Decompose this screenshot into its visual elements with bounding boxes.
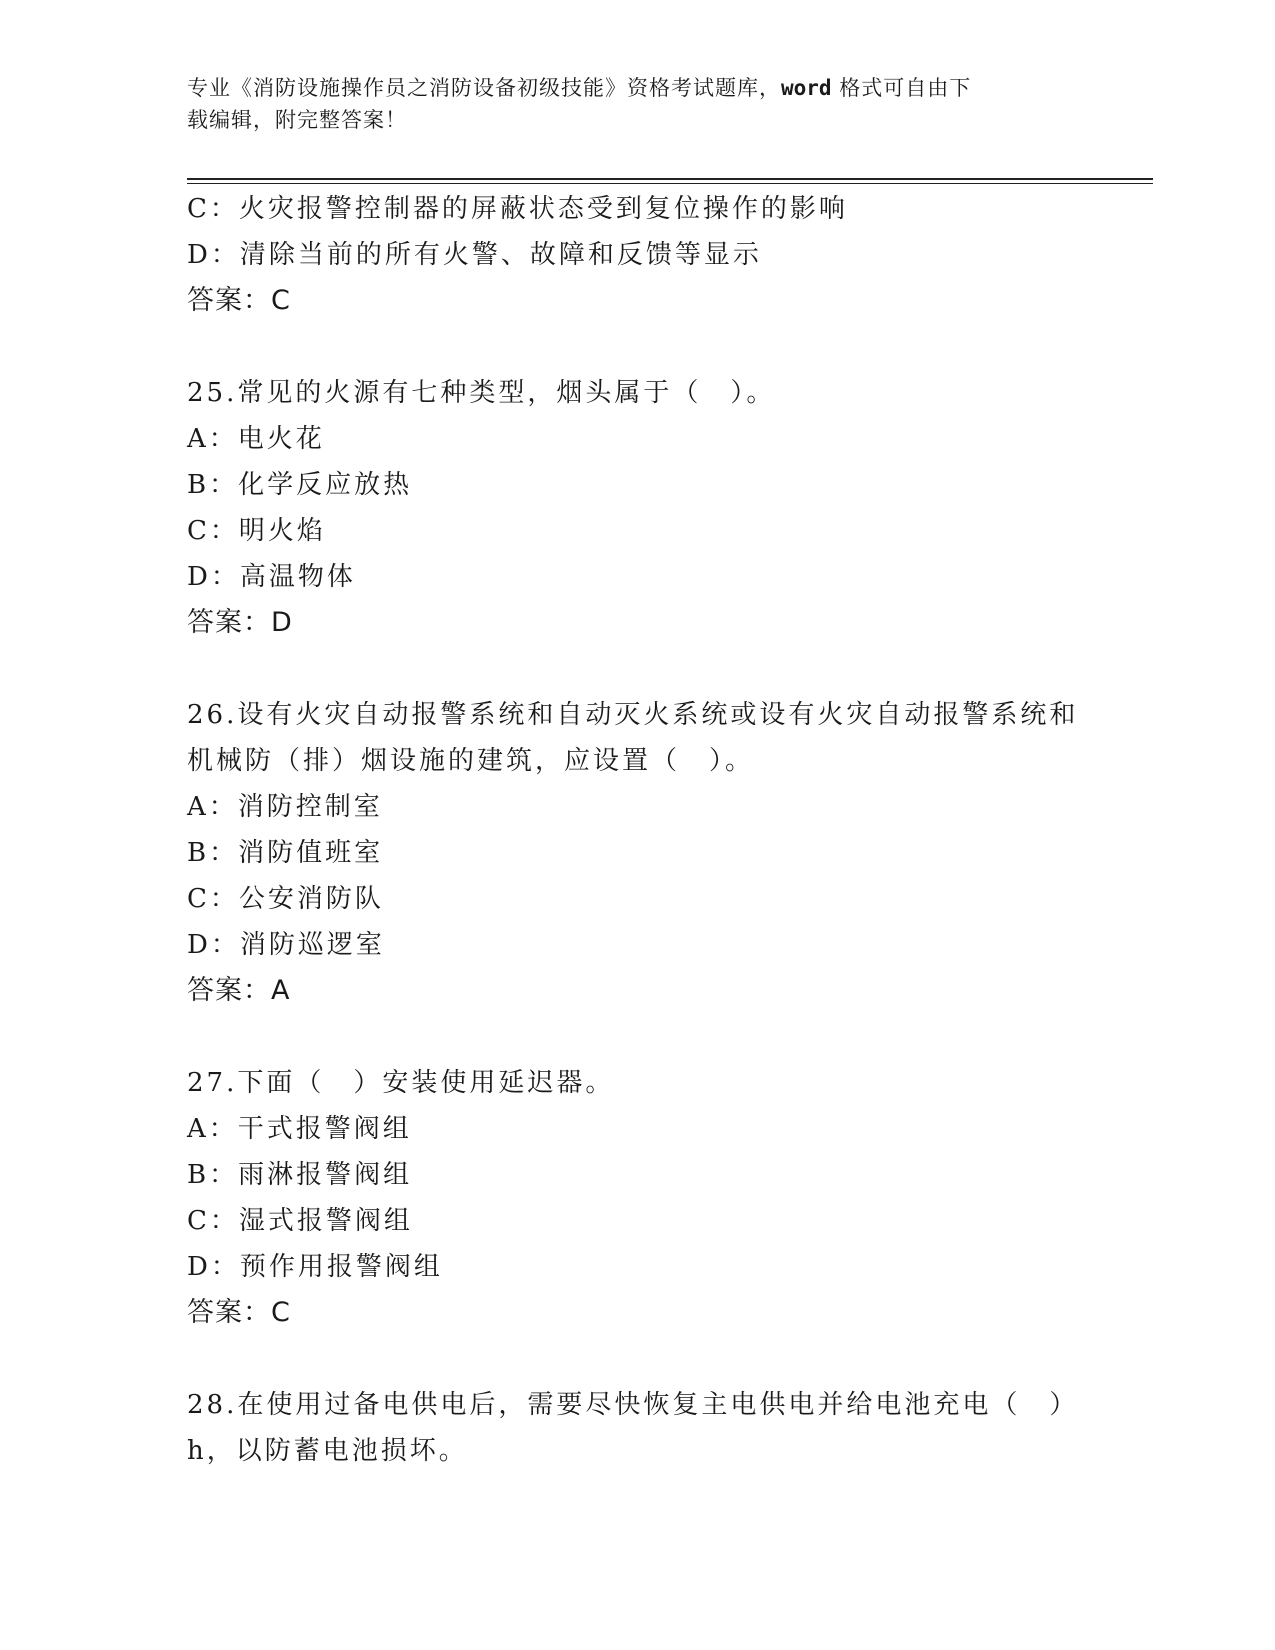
question-27-answer: 答案：C [187,1297,291,1328]
question-25-option-c: C：明火焰 [187,516,326,546]
header-rule-thick [187,178,1153,180]
question-26-option-c: C：公安消防队 [187,884,384,914]
question-26-option-a: A：消防控制室 [187,792,383,822]
header-line-2: 载编辑，附完整答案！ [187,108,407,132]
question-27-option-c: C：湿式报警阀组 [187,1206,413,1236]
document-header [187,72,1087,136]
question-26-answer: 答案：A [187,975,291,1006]
spacer [187,646,1087,692]
question-27-option-b: B：雨淋报警阀组 [187,1160,413,1190]
question-25-option-a: A：电火花 [187,424,325,454]
option-c: C：火灾报警控制器的屏蔽状态受到复位操作的影响 [187,194,848,224]
question-25-stem: 25.常见的火源有七种类型，烟头属于（ ）。 [187,378,776,408]
question-25-option-d: D：高温物体 [187,562,356,592]
question-26-option-b: B：消防值班室 [187,838,384,868]
question-25-option-b: B：化学反应放热 [187,470,413,500]
header-text-1b: 格式可自由下 [839,76,972,100]
header-text-word: word [781,76,832,100]
question-28-stem-line-2: h，以防蓄电池损坏。 [187,1436,468,1466]
header-line-1 [187,72,1087,104]
question-26-option-d: D：消防巡逻室 [187,930,385,960]
question-27-stem: 27.下面（ ）安装使用延迟器。 [187,1068,615,1098]
question-26-stem-line-2: 机械防（排）烟设施的建筑，应设置（ ）。 [187,746,755,776]
answer-text: 答案：C [187,285,291,316]
question-content [187,186,1087,1474]
header-text-1a: 专业《消防设施操作员之消防设备初级技能》资格考试题库， [187,76,781,100]
spacer [187,1336,1087,1382]
question-27-option-d: D：预作用报警阀组 [187,1252,443,1282]
question-26-stem-line-1: 26.设有火灾自动报警系统和自动灭火系统或设有火灾自动报警系统和 [187,700,1079,730]
header-rule-thin [187,183,1153,184]
spacer [187,1014,1087,1060]
spacer [187,324,1087,370]
question-27-option-a: A：干式报警阀组 [187,1114,412,1144]
option-d: D：清除当前的所有火警、故障和反馈等显示 [187,240,762,270]
question-25-answer: 答案：D [187,607,293,638]
question-28-stem-line-1: 28.在使用过备电供电后，需要尽快恢复主电供电并给电池充电（ ） [187,1390,1079,1420]
